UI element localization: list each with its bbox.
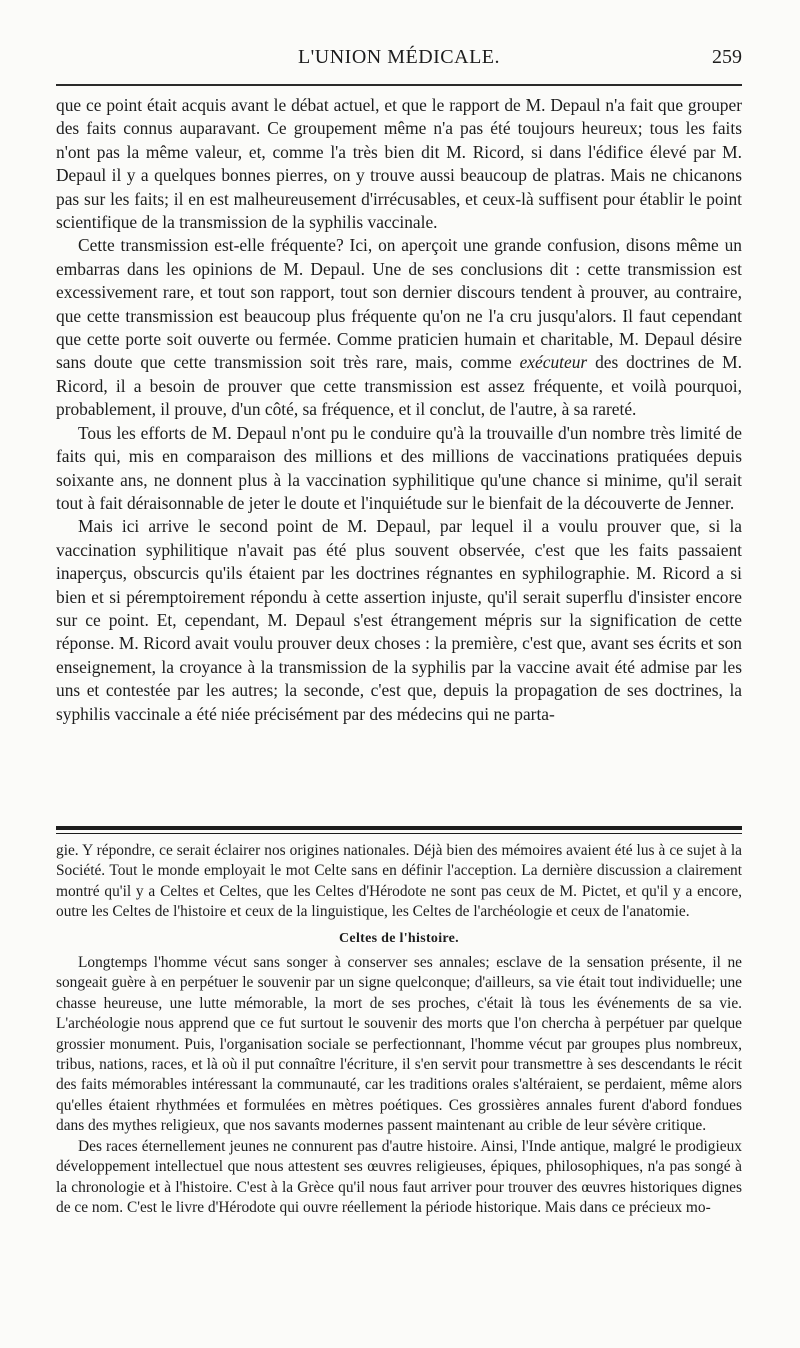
page-header <box>56 46 742 76</box>
emphasized-word: exécuteur <box>519 352 588 373</box>
feuilleton-section <box>56 841 742 1218</box>
feuilleton-paragraph: Longtemps l'homme vécut sans songer à conserver ses annales; esclave de la sensation présente, il ne songeait guère à en perpétuer le souvenir par un signe quelconque; d'ailleurs, sa vie était tout individuelle; une chasse heureuse, une lutte mémorable, la mort de ses proches, c'était là tous les événements de sa vie. L'archéologie nous apprend que ce fut surtout le souvenir des morts que l'on chercha à perpétuer par quelque grossier monument. Puis, l'organisation sociale se perfectionnant, l'homme vécut par groupes plus nombreux, tribus, nations, races, et là où il put connaître l'écriture, il s'en servit pour transmettre à ses descendants le récit des faits mémorables intéressant la communauté, car les traditions orales s'altéraient, se perdaient, même alors qu'elles étaient rhythmées et formulées en mètres poétiques. Ces grossières annales furent d'abord fondues dans des mythes religieux, que nos savants modernes passent maintenant au crible de leur sévère critique. <box>56 954 742 1135</box>
running-title: L'UNION MÉDICALE. <box>297 46 501 68</box>
header-rule <box>56 84 742 86</box>
paragraph-text: des doctrines de M. Ricord, il a besoin de prouver que cette transmission est assez fréquente, et voilà pourquoi, probablement, il prouve, d'un côté, sa fréquence, et il conclut, de l'autre, à sa rareté. <box>56 352 742 420</box>
paragraph-text: Cette transmission est-elle fréquente? Ici, on aperçoit une grande confusion, disons même un embarras dans les opinions de M. Depaul. Une de ses conclusions dit : cette transmission est excessivement rare, et tout son rapport, tout son dernier discours tendent à prouver, au contraire, que cette transmission est beaucoup plus fréquente qu'on ne l'a cru jusqu'alors. Il faut cependant que cette porte soit ouverte ou fermée. Comme praticien humain et charitable, M. Depaul désire sans doute que cette transmission soit très rare, mais, comme <box>56 235 742 373</box>
body-paragraph: que ce point était acquis avant le débat actuel, et que le rapport de M. Depaul n'a fait que grouper des faits connus auparavant. Ce groupement même n'a pas été toujours heureux; tous les faits n'ont pas la même valeur, et, comme l'a très bien dit M. Ricord, si dans l'édifice élevé par M. Depaul il y a quelques bonnes pierres, on y trouve aussi beaucoup de platras. Mais ne chicanons pas sur les faits; il en est malheureusement d'irrécusables, et ceux-là suffisent pour établir le point scientifique de la transmission de la syphilis vaccinale. <box>56 95 742 233</box>
section-heading: Celtes de l'histoire. <box>339 930 459 946</box>
feuilleton-continuation: gie. Y répondre, ce serait éclairer nos origines nationales. Déjà bien des mémoires avaient été lus à ce sujet à la Société. Tout le monde employait le mot Celte sans en définir l'acception. La dernière discussion a clairement montré qu'il y a Celtes et Celtes, que les Celtes d'Hérodote ne sont pas ceux de M. Pictet, et qu'il y a encore, outre les Celtes de l'histoire et ceux de la linguistique, les Celtes de l'archéologie et ceux de l'anatomie. <box>56 842 742 921</box>
body-paragraph: Tous les efforts de M. Depaul n'ont pu le conduire qu'à la trouvaille d'un nombre très limité de faits qui, mis en comparaison des millions et des millions de vaccinations pratiquées depuis soixante ans, ne donnent plus à la vaccination syphilitique qu'une chance si minime, qu'il serait tout à fait déraisonnable de jeter le doute et l'inquiétude sur le bienfait de la découverte de Jenner. <box>56 422 742 513</box>
body-paragraph: Mais ici arrive le second point de M. Depaul, par lequel il a voulu prouver que, si la vaccination syphilitique n'avait pas été plus souvent observée, c'est que les faits passaient inaperçus, obscurcis qu'ils étaient par les doctrines régnantes en syphilographie. M. Ricord a si bien et si péremptoirement répondu à cette assertion injuste, qu'il serait superflu d'insister encore sur ce point. Et, cependant, M. Depaul s'est étrangement mépris sur la signification de cette réponse. M. Ricord avait voulu prouver deux choses : la première, c'est que, avant ses écrits et son enseignement, la croyance à la transmission de la syphilis par la vaccine avait été admise par les uns et contestée par les autres; la seconde, c'est que, depuis la propagation de ses doctrines, la syphilis vaccinale a été niée précisément par des médecins qui ne parta- <box>56 516 742 724</box>
main-article-body <box>56 94 742 726</box>
page-number: 259 <box>712 46 742 68</box>
feuilleton-paragraph: Des races éternellement jeunes ne connurent pas d'autre histoire. Ainsi, l'Inde antique, malgré le prodigieux développement intellectuel que nous attestent ses œuvres religieuses, épiques, philosophiques, n'a pas songé à la chronologie et à l'histoire. C'est à la Grèce qu'il nous faut arriver pour trouver des œuvres historiques dignes de ce nom. C'est le livre d'Hérodote qui ouvre réellement la période historique. Mais dans ce précieux mo- <box>56 1137 742 1216</box>
body-paragraph <box>56 234 742 421</box>
feuilleton-separator <box>56 826 742 834</box>
